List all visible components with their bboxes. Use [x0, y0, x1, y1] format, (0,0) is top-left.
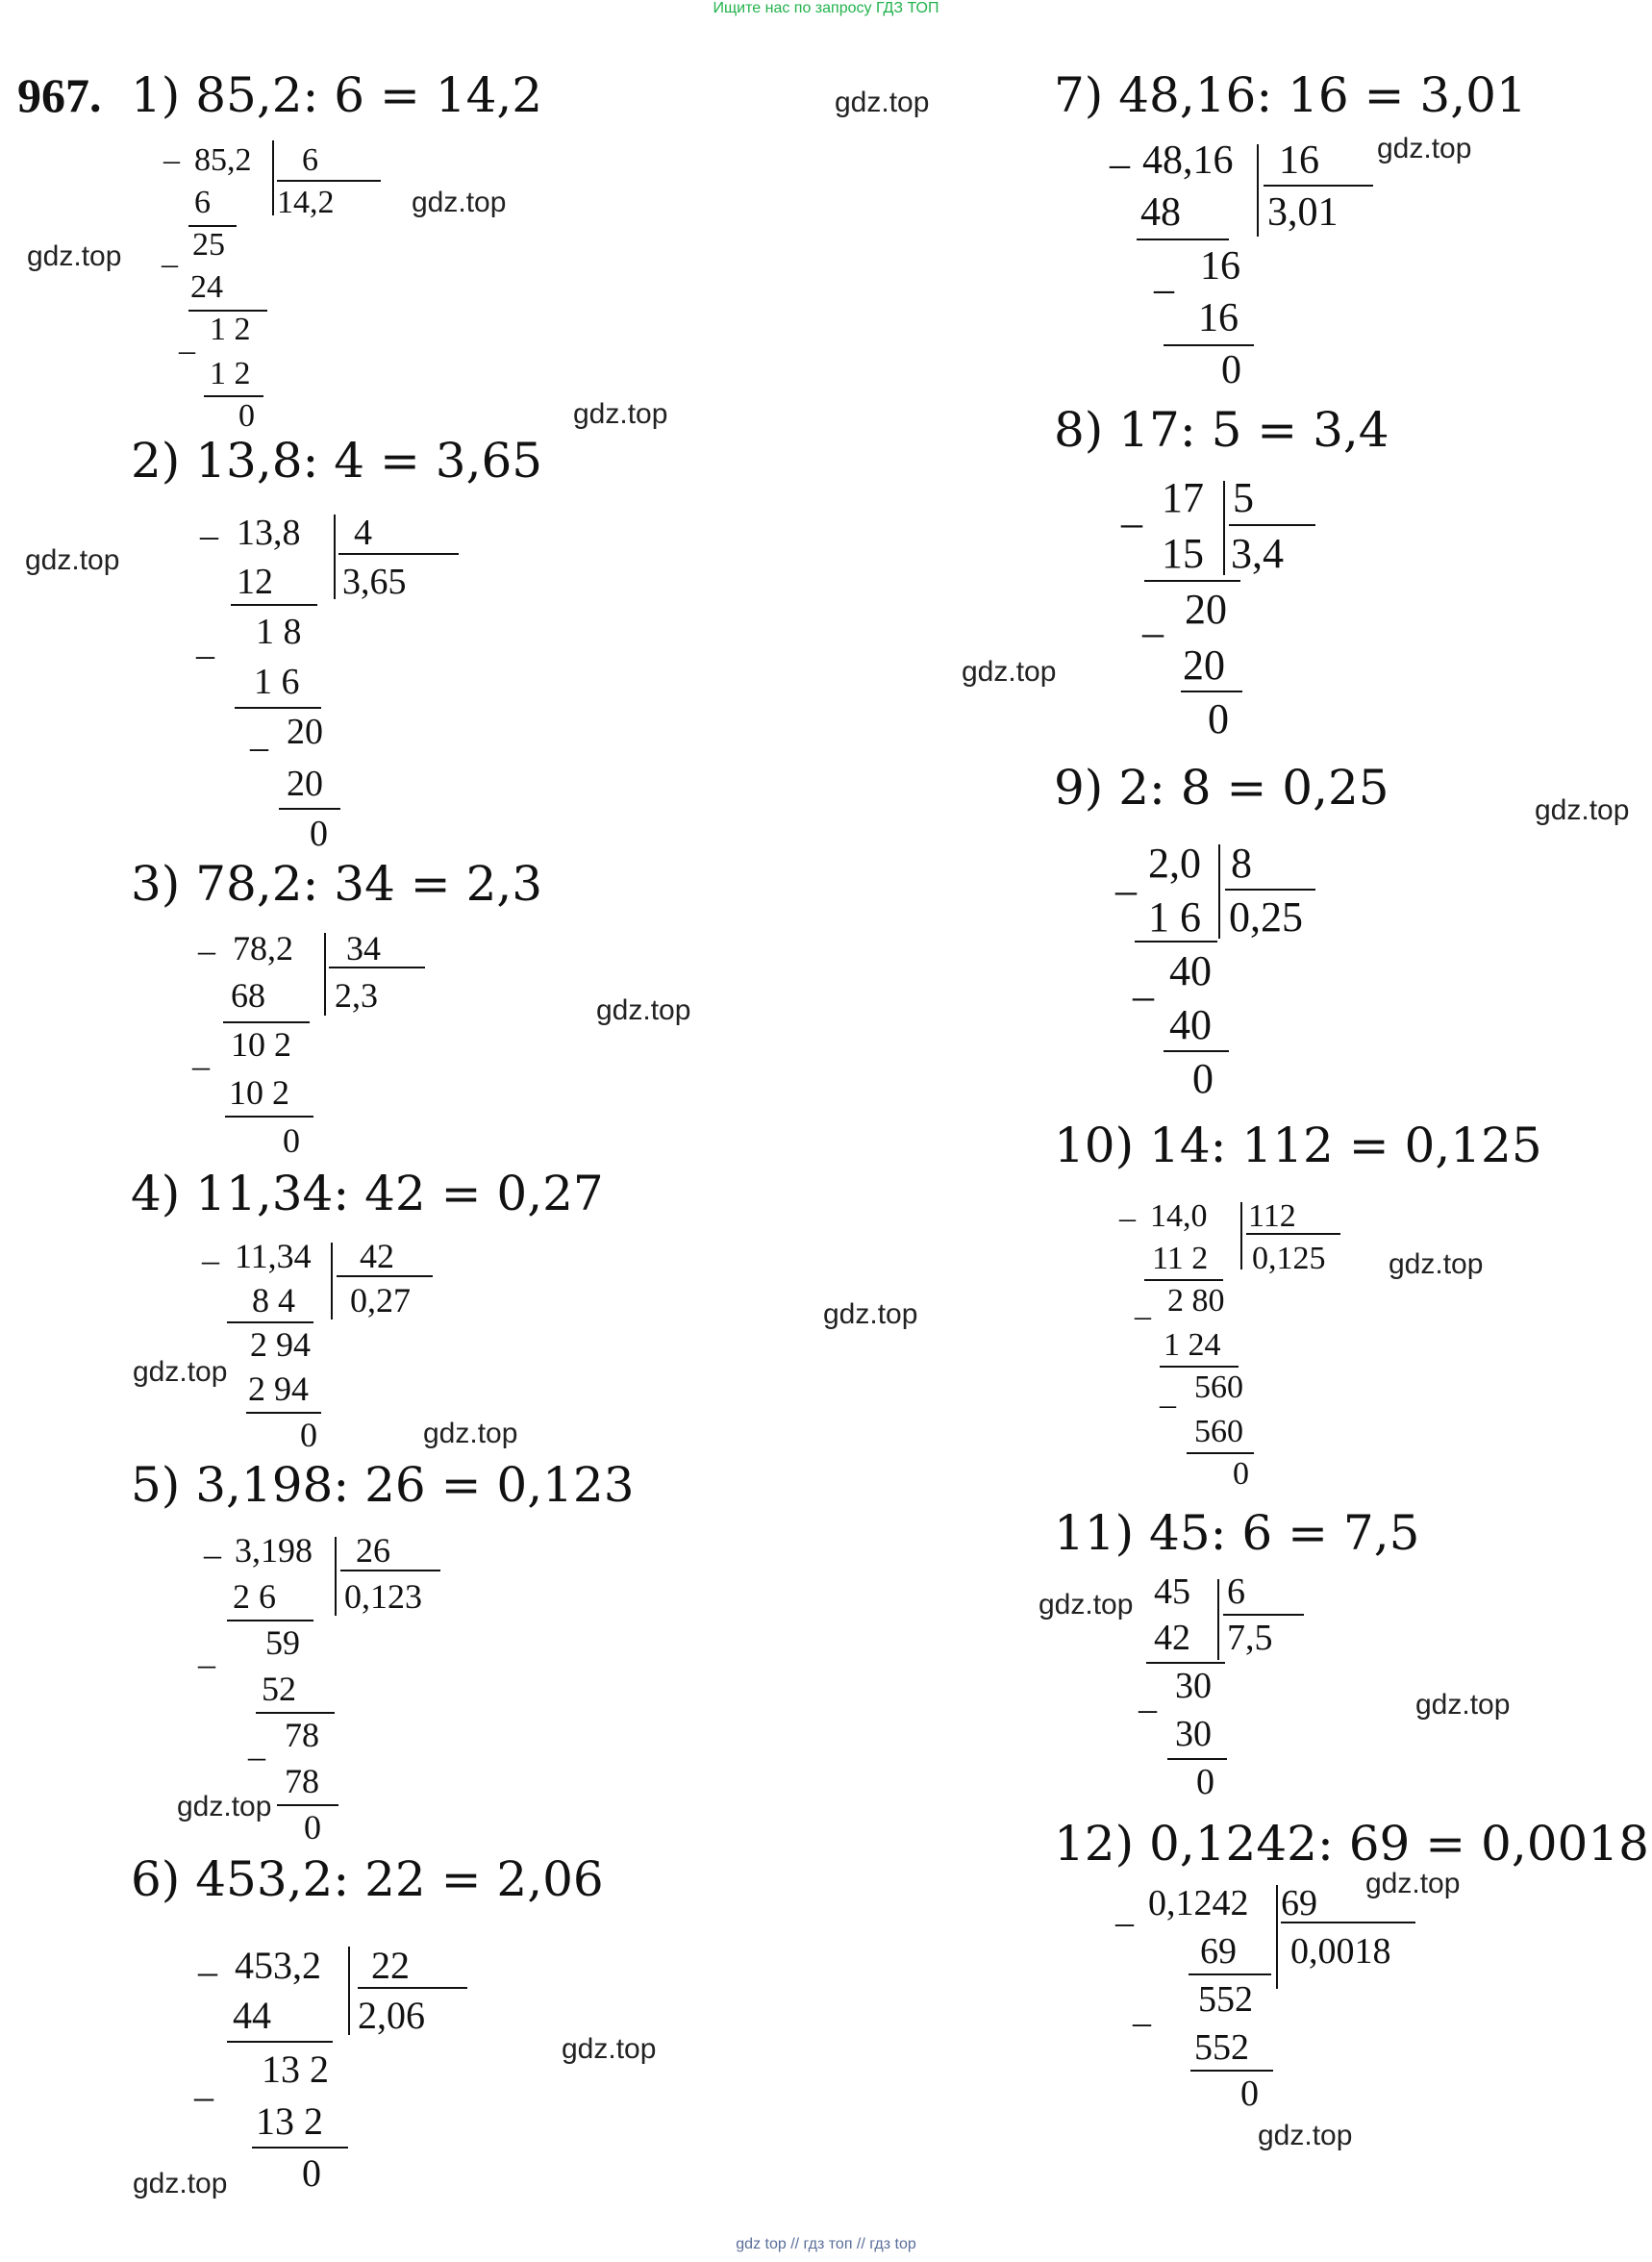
step: 30	[1175, 1666, 1212, 1706]
watermark: gdz.top	[1258, 2120, 1353, 2151]
step: 30	[1175, 1714, 1212, 1754]
step: 20	[1185, 586, 1227, 633]
step: 0	[304, 1808, 321, 1847]
step: 20	[1183, 641, 1225, 689]
step: 0	[1196, 1762, 1214, 1802]
quotient: 0,27	[350, 1281, 411, 1320]
dividend: 0,1242	[1148, 1883, 1249, 1923]
minus-sign: –	[1110, 142, 1130, 187]
step: 25	[192, 227, 225, 263]
equation-6: 6) 453,2: 22 = 2,06	[131, 1851, 604, 1907]
minus-sign: –	[198, 1645, 215, 1683]
step: 560	[1194, 1370, 1243, 1405]
minus-sign: –	[1133, 972, 1154, 1019]
equation-11: 11) 45: 6 = 7,5	[1054, 1505, 1420, 1561]
divisor: 8	[1231, 840, 1252, 887]
divisor: 112	[1248, 1198, 1296, 1234]
divisor: 42	[360, 1237, 394, 1275]
step: 44	[233, 1994, 271, 2037]
dividend: 13,8	[237, 513, 301, 553]
step: 0	[302, 2151, 321, 2195]
step: 0	[283, 1121, 300, 1160]
quotient: 0,0018	[1290, 1931, 1391, 1972]
step: 0	[1208, 695, 1229, 742]
divisor: 22	[371, 1944, 410, 1987]
step: 78	[285, 1762, 319, 1800]
step: 69	[1200, 1931, 1237, 1972]
footer-links[interactable]: gdz top // гдз топ // гдз top	[736, 2236, 916, 2252]
watermark: gdz.top	[835, 87, 930, 118]
minus-sign: –	[204, 1535, 221, 1573]
watermark: gdz.top	[177, 1791, 272, 1822]
step: 2 94	[248, 1370, 309, 1408]
step: 68	[231, 976, 265, 1015]
quotient: 3,65	[342, 562, 407, 602]
step: 0	[1233, 1456, 1249, 1492]
step: 0	[310, 814, 328, 854]
quotient: 2,06	[358, 1994, 425, 2037]
step: 8 4	[252, 1281, 295, 1320]
quotient: 0,125	[1252, 1241, 1326, 1276]
watermark: gdz.top	[1415, 1689, 1511, 1721]
step: 52	[262, 1670, 296, 1708]
quotient: 7,5	[1227, 1618, 1273, 1658]
equation-2: 2) 13,8: 4 = 3,65	[131, 433, 543, 489]
step: 10 2	[231, 1025, 291, 1064]
watermark: gdz.top	[412, 187, 507, 218]
minus-sign: –	[1119, 1200, 1136, 1236]
step: 20	[287, 764, 323, 804]
minus-sign: –	[162, 246, 178, 282]
step: 78	[285, 1716, 319, 1754]
watermark: gdz.top	[1389, 1248, 1484, 1280]
watermark: gdz.top	[25, 544, 120, 576]
step: 560	[1194, 1414, 1243, 1449]
minus-sign: –	[1115, 867, 1137, 914]
watermark: gdz.top	[1377, 133, 1472, 164]
step: 1 8	[256, 612, 302, 652]
watermark: gdz.top	[133, 2168, 228, 2199]
step: 2 6	[233, 1577, 276, 1616]
dividend: 453,2	[235, 1944, 321, 1987]
watermark: gdz.top	[962, 656, 1057, 688]
equation-3: 3) 78,2: 34 = 2,3	[131, 856, 543, 912]
step: 0	[1192, 1055, 1214, 1102]
equation-4: 4) 11,34: 42 = 0,27	[131, 1166, 604, 1221]
quotient: 14,2	[277, 185, 335, 220]
minus-sign: –	[1160, 1387, 1176, 1422]
minus-sign: –	[200, 515, 218, 556]
step: 552	[1194, 2027, 1249, 2068]
watermark: gdz.top	[1535, 794, 1630, 826]
equation-5: 5) 3,198: 26 = 0,123	[131, 1457, 635, 1513]
equation-8: 8) 17: 5 = 3,4	[1054, 402, 1389, 458]
step: 10 2	[229, 1073, 289, 1112]
equation-9: 9) 2: 8 = 0,25	[1054, 760, 1389, 816]
step: 24	[190, 269, 223, 305]
minus-sign: –	[1115, 1902, 1134, 1943]
step: 1 24	[1164, 1327, 1221, 1363]
divisor: 26	[356, 1531, 390, 1570]
step: 40	[1169, 947, 1212, 994]
minus-sign: –	[198, 931, 215, 969]
dividend: 45	[1154, 1571, 1190, 1612]
step: 13 2	[262, 2048, 329, 2091]
quotient: 3,01	[1267, 190, 1339, 235]
watermark: gdz.top	[562, 2033, 657, 2065]
watermark: gdz.top	[133, 1356, 228, 1388]
step: 16	[1200, 244, 1240, 289]
step: 2 94	[250, 1325, 311, 1364]
step: 1 6	[1148, 893, 1201, 941]
minus-sign: –	[1133, 2002, 1151, 2043]
step: 552	[1198, 1979, 1253, 2020]
step: 0	[300, 1416, 317, 1454]
minus-sign: –	[163, 142, 180, 178]
step: 1 6	[254, 662, 300, 702]
step: 48	[1140, 190, 1181, 235]
divisor: 6	[1227, 1571, 1245, 1612]
equation-7: 7) 48,16: 16 = 3,01	[1054, 67, 1527, 123]
divisor: 4	[354, 513, 372, 553]
step: 42	[1154, 1618, 1190, 1658]
dividend: 2,0	[1148, 840, 1201, 887]
step: 6	[194, 185, 211, 220]
step: 20	[287, 712, 323, 752]
dividend: 85,2	[194, 142, 252, 178]
watermark: gdz.top	[1365, 1868, 1461, 1899]
quotient: 0,123	[344, 1577, 422, 1616]
divisor: 6	[302, 142, 318, 178]
watermark: gdz.top	[27, 240, 122, 272]
minus-sign: –	[192, 1046, 210, 1085]
minus-sign: –	[1135, 1298, 1151, 1334]
step: 15	[1162, 530, 1204, 577]
step: 13 2	[256, 2099, 323, 2143]
quotient: 2,3	[335, 976, 378, 1015]
minus-sign: –	[194, 2074, 213, 2118]
step: 59	[265, 1623, 300, 1662]
watermark: gdz.top	[596, 994, 691, 1026]
minus-sign: –	[1154, 267, 1174, 312]
dividend: 78,2	[233, 929, 293, 968]
quotient: 3,4	[1231, 530, 1284, 577]
dividend: 17	[1162, 474, 1204, 521]
step: 0	[238, 398, 255, 434]
minus-sign: –	[250, 727, 268, 767]
step: 16	[1198, 296, 1239, 340]
step: 1 2	[210, 356, 251, 391]
minus-sign: –	[1121, 499, 1142, 546]
dividend: 48,16	[1142, 138, 1234, 183]
quotient: 0,25	[1229, 893, 1303, 941]
dividend: 11,34	[235, 1237, 312, 1275]
minus-sign: –	[196, 635, 214, 675]
equation-10: 10) 14: 112 = 0,125	[1054, 1118, 1542, 1173]
minus-sign: –	[1142, 609, 1164, 656]
exercise-number: 967.	[17, 68, 102, 122]
minus-sign: –	[202, 1241, 219, 1279]
equation-1: 1) 85,2: 6 = 14,2	[131, 67, 543, 123]
watermark: gdz.top	[1039, 1589, 1134, 1621]
step: 40	[1169, 1001, 1212, 1048]
step: 11 2	[1152, 1241, 1209, 1276]
step: 0	[1240, 2074, 1259, 2114]
dividend: 3,198	[235, 1531, 313, 1570]
minus-sign: –	[248, 1737, 265, 1775]
step: 2 80	[1167, 1283, 1225, 1319]
minus-sign: –	[198, 1949, 217, 1993]
step: 0	[1221, 348, 1241, 392]
minus-sign: –	[1139, 1689, 1157, 1729]
top-banner[interactable]: Ищите нас по запросу ГДЗ ТОП	[713, 0, 939, 16]
step: 1 2	[210, 312, 251, 347]
divisor: 34	[346, 929, 381, 968]
watermark: gdz.top	[423, 1418, 518, 1449]
divisor: 5	[1233, 474, 1254, 521]
watermark: gdz.top	[573, 398, 668, 430]
equation-12: 12) 0,1242: 69 = 0,0018	[1054, 1816, 1649, 1872]
minus-sign: –	[179, 333, 195, 368]
divisor: 16	[1279, 138, 1319, 183]
step: 12	[237, 562, 273, 602]
divisor: 69	[1281, 1883, 1317, 1923]
watermark: gdz.top	[823, 1298, 918, 1330]
dividend: 14,0	[1150, 1198, 1208, 1234]
